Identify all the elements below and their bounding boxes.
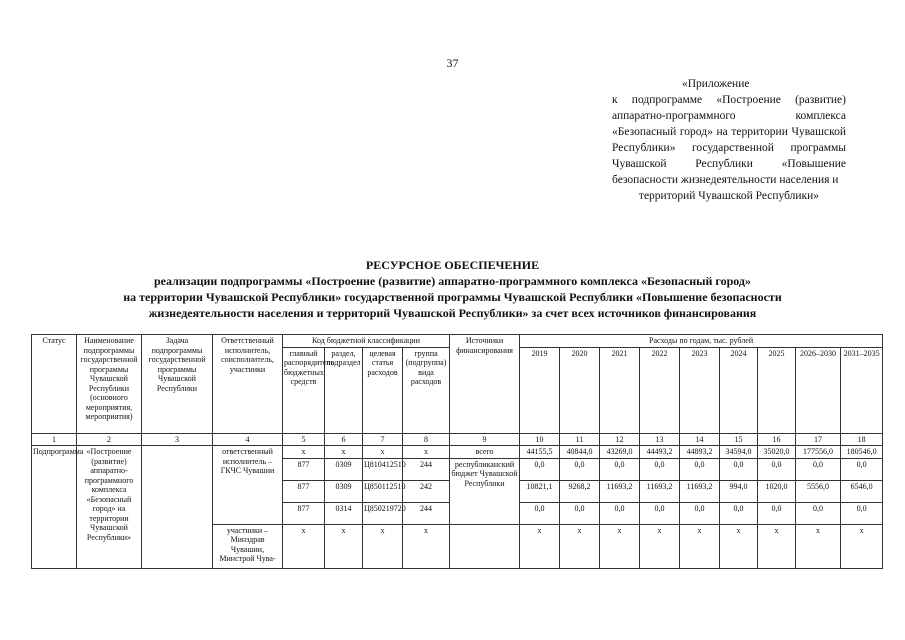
- value-cell: 0,0: [680, 458, 720, 480]
- value-cell: 6546,0: [841, 480, 883, 502]
- value-cell: 0,0: [600, 458, 640, 480]
- appendix-last-line: территорий Чувашской Республики»: [638, 190, 820, 202]
- header-year: 2020: [560, 347, 600, 433]
- appendix-first-line: «Приложение: [682, 78, 750, 90]
- value-cell: 0,0: [720, 502, 758, 524]
- col-number: 6: [325, 433, 363, 446]
- resource-table: [31, 334, 883, 569]
- group-cell: 244: [403, 502, 450, 524]
- target-cell: x: [363, 524, 403, 568]
- grbs-cell: 877: [283, 502, 325, 524]
- col-number: 11: [560, 433, 600, 446]
- section-cell: x: [325, 446, 363, 459]
- value-cell: 34594,0: [720, 446, 758, 459]
- value-cell: x: [640, 524, 680, 568]
- page-number: 37: [446, 56, 459, 70]
- value-cell: 0,0: [841, 458, 883, 480]
- header-section: раздел, подраздел: [325, 347, 363, 433]
- value-cell: 994,0: [720, 480, 758, 502]
- col-number: 14: [680, 433, 720, 446]
- table-row: [32, 446, 883, 459]
- value-cell: 1020,0: [758, 480, 796, 502]
- section-cell: 0314: [325, 502, 363, 524]
- header-task: Задача подпрограммы государственной программы Чувашской Республики: [142, 335, 213, 434]
- source-cell: всего: [450, 446, 520, 459]
- col-number: 8: [403, 433, 450, 446]
- value-cell: 44893,2: [680, 446, 720, 459]
- responsible-cell: участники – Минздрав Чувашии, Минстрой Чува-: [213, 524, 283, 568]
- header-group: группа (подгруппа) вида расходов: [403, 347, 450, 433]
- value-cell: 180546,0: [841, 446, 883, 459]
- value-cell: 11693,2: [600, 480, 640, 502]
- col-number: 13: [640, 433, 680, 446]
- header-target: целевая статья расходов: [363, 347, 403, 433]
- value-cell: 0,0: [640, 458, 680, 480]
- header-year: 2024: [720, 347, 758, 433]
- section-cell: x: [325, 524, 363, 568]
- col-number: 10: [520, 433, 560, 446]
- col-number: 3: [142, 433, 213, 446]
- header-year: 2019: [520, 347, 560, 433]
- value-cell: 0,0: [520, 502, 560, 524]
- target-cell: x: [363, 446, 403, 459]
- value-cell: x: [841, 524, 883, 568]
- value-cell: 10821,1: [520, 480, 560, 502]
- header-year: 2025: [758, 347, 796, 433]
- value-cell: 0,0: [560, 458, 600, 480]
- source-cell: республиканский бюджет Чувашской Республики: [450, 458, 520, 524]
- header-year: 2023: [680, 347, 720, 433]
- col-number: 5: [283, 433, 325, 446]
- col-number: 7: [363, 433, 403, 446]
- appendix-note: [612, 76, 846, 204]
- value-cell: 177556,0: [796, 446, 841, 459]
- source-cell: [450, 524, 520, 568]
- target-cell: Ц850219720: [363, 502, 403, 524]
- value-cell: 44493,2: [640, 446, 680, 459]
- value-cell: 0,0: [560, 502, 600, 524]
- col-number: 15: [720, 433, 758, 446]
- value-cell: x: [520, 524, 560, 568]
- column-number-row: [32, 433, 883, 446]
- value-cell: x: [720, 524, 758, 568]
- value-cell: 35020,0: [758, 446, 796, 459]
- section-cell: 0309: [325, 480, 363, 502]
- title-line-2: реализации подпрограммы «Построение (развитие) аппаратно-программного комплекса «Безопасный город»: [154, 274, 751, 288]
- group-cell: x: [403, 524, 450, 568]
- appendix-body: к подпрограмме «Построение (развитие) аппаратно-программного комплекса «Безопасный город» на территории Чувашской Республики» государственной программы Чувашской Республики «Повышение безопасности жизнедеятельности населения и: [612, 94, 846, 186]
- value-cell: 0,0: [680, 502, 720, 524]
- header-status: Статус: [32, 335, 77, 434]
- value-cell: x: [560, 524, 600, 568]
- value-cell: 0,0: [758, 458, 796, 480]
- col-number: 17: [796, 433, 841, 446]
- section-cell: 0309: [325, 458, 363, 480]
- group-cell: 244: [403, 458, 450, 480]
- header-expenses: Расходы по годам, тыс. рублей: [520, 335, 883, 348]
- value-cell: 9268,2: [560, 480, 600, 502]
- value-cell: x: [600, 524, 640, 568]
- value-cell: 0,0: [796, 502, 841, 524]
- col-number: 16: [758, 433, 796, 446]
- group-cell: x: [403, 446, 450, 459]
- col-number: 9: [450, 433, 520, 446]
- value-cell: x: [758, 524, 796, 568]
- header-grbs: главный распорядитель бюджетных средств: [283, 347, 325, 433]
- col-number: 12: [600, 433, 640, 446]
- col-number: 18: [841, 433, 883, 446]
- col-number: 4: [213, 433, 283, 446]
- header-year: 2026–2030: [796, 347, 841, 433]
- grbs-cell: 877: [283, 480, 325, 502]
- target-cell: Ц810412510: [363, 458, 403, 480]
- header-name: Наименование подпрограммы государственной программы Чувашской Республики (основного мероприятия, мероприятия): [77, 335, 142, 434]
- header-year: 2022: [640, 347, 680, 433]
- value-cell: 0,0: [758, 502, 796, 524]
- grbs-cell: 877: [283, 458, 325, 480]
- grbs-cell: x: [283, 524, 325, 568]
- col-number: 1: [32, 433, 77, 446]
- value-cell: 0,0: [841, 502, 883, 524]
- document-title: [40, 257, 865, 321]
- header-row-1: [32, 335, 883, 348]
- value-cell: 5556,0: [796, 480, 841, 502]
- group-cell: 242: [403, 480, 450, 502]
- responsible-cell: ответственный исполнитель – ГКЧС Чувашии: [213, 446, 283, 525]
- header-responsible: Ответственный исполнитель, соисполнитель, участники: [213, 335, 283, 434]
- title-line-3: на территории Чувашской Республики» государственной программы Чувашской Республики «Повышение безопасности: [123, 290, 782, 304]
- title-line-1: РЕСУРСНОЕ ОБЕСПЕЧЕНИЕ: [365, 258, 540, 272]
- header-year: 2031–2035: [841, 347, 883, 433]
- value-cell: 44155,5: [520, 446, 560, 459]
- header-year: 2021: [600, 347, 640, 433]
- value-cell: 0,0: [720, 458, 758, 480]
- value-cell: 43269,0: [600, 446, 640, 459]
- header-sources: Источники финансирования: [450, 335, 520, 434]
- value-cell: 0,0: [600, 502, 640, 524]
- value-cell: x: [796, 524, 841, 568]
- value-cell: 0,0: [520, 458, 560, 480]
- task-cell: [142, 446, 213, 569]
- subprogram-name-cell: «Построение (развитие) аппаратно-программного комплекса «Безопасный город» на территории Чувашской Республики»: [77, 446, 142, 569]
- value-cell: 40844,0: [560, 446, 600, 459]
- title-line-4: жизнедеятельности населения и территорий Чувашской Республики» за счет всех источников финансирования: [148, 306, 757, 320]
- value-cell: 0,0: [796, 458, 841, 480]
- value-cell: 11693,2: [640, 480, 680, 502]
- grbs-cell: x: [283, 446, 325, 459]
- col-number: 2: [77, 433, 142, 446]
- target-cell: Ц850112510: [363, 480, 403, 502]
- value-cell: 0,0: [640, 502, 680, 524]
- value-cell: 11693,2: [680, 480, 720, 502]
- value-cell: x: [680, 524, 720, 568]
- status-cell: Подпрограмма: [32, 446, 77, 569]
- header-budget-code: Код бюджетной классификации: [283, 335, 450, 348]
